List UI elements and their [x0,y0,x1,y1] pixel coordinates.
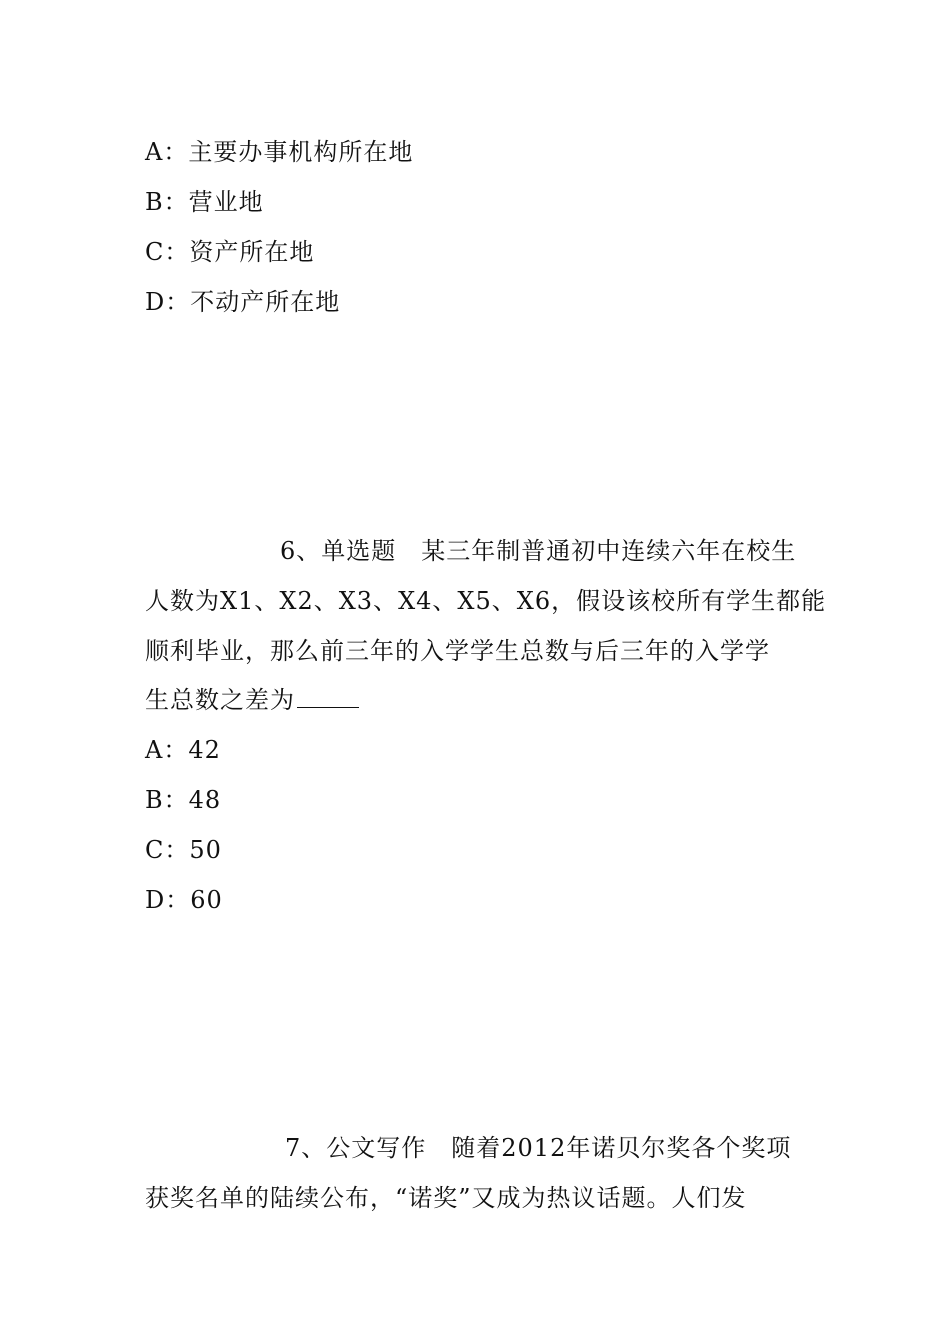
q6-text-line-4 [145,685,359,715]
q7-text-line-2: 获奖名单的陆续公布，“诺奖”又成为热议话题。人们发 [145,1184,747,1212]
q6-option-b: B：48 [145,786,222,814]
q5-option-c: C：资产所在地 [145,238,315,266]
q6-option-a: A：42 [145,736,221,764]
q6-text-line-4-text: 生总数之差为 [145,686,295,714]
q7-text-line-1: 7、公文写作 随着2012年诺贝尔奖各个奖项 [285,1134,792,1162]
q6-text-line-2: 人数为X1、X2、X3、X4、X5、X6，假设该校所有学生都能 [145,587,827,615]
q6-text-line-3: 顺利毕业，那么前三年的入学学生总数与后三年的入学学 [145,637,770,665]
answer-blank [297,687,359,708]
q6-option-c: C：50 [145,836,222,864]
q5-option-d: D：不动产所在地 [145,288,341,316]
q6-text-line-1: 6、单选题 某三年制普通初中连续六年在校生 [280,537,797,565]
q5-option-a: A：主要办事机构所在地 [145,138,414,166]
q5-option-b: B：营业地 [145,188,264,216]
q6-option-d: D：60 [145,886,223,914]
